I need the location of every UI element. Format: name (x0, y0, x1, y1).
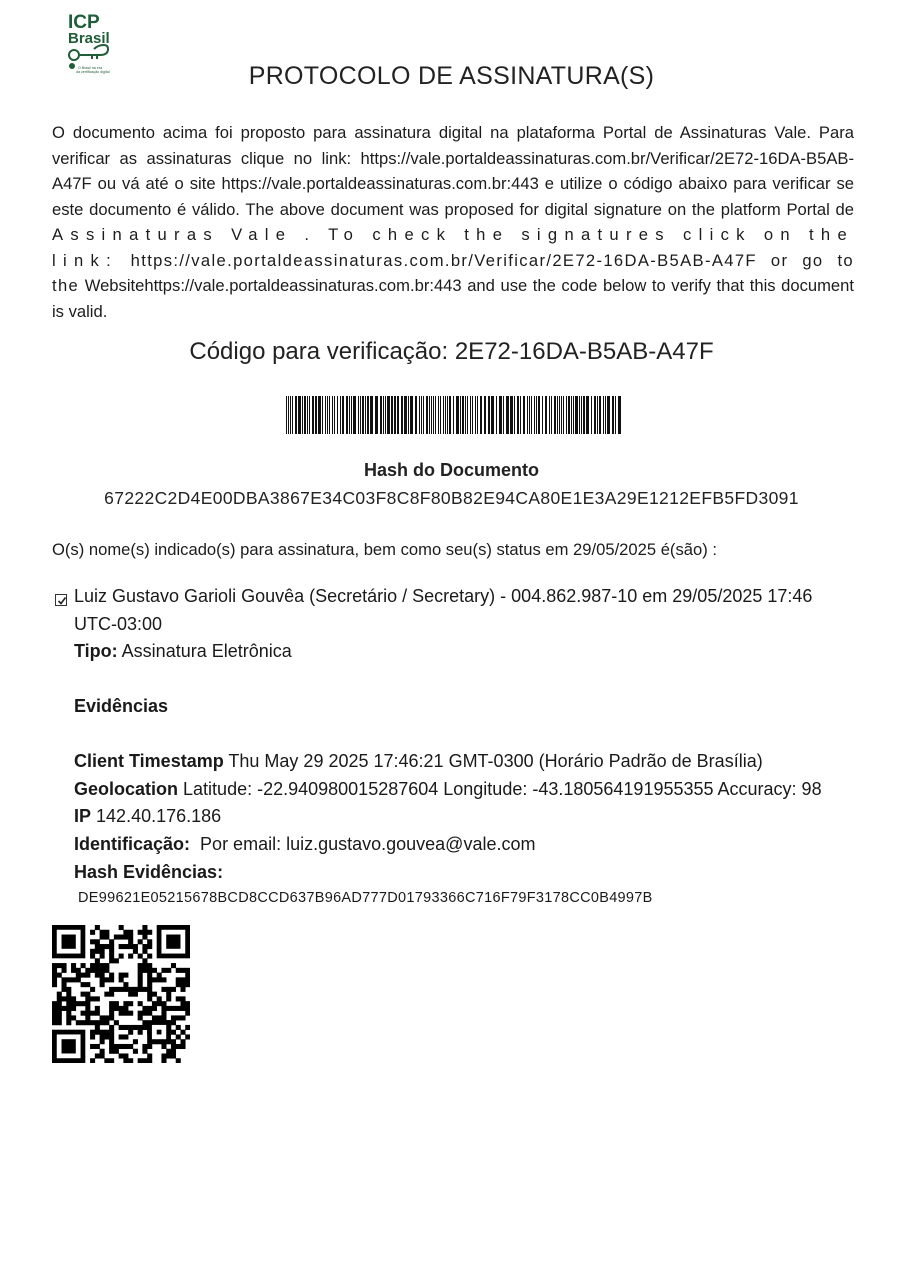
client-timestamp-label: Client Timestamp (74, 751, 224, 771)
signer-line-2: UTC-03:00 (74, 614, 163, 634)
hash-value: 67222C2D4E00DBA3867E34C03F8C8F80B82E94CA80E1E3A29E1212EFB5FD3091 (104, 488, 799, 508)
qr-code (52, 925, 190, 1063)
intro-text-2: Assinaturas Vale . To check the signatures click on the link: (52, 225, 854, 270)
logo-text-top: ICP (68, 12, 100, 33)
tipo-value: Assinatura Eletrônica (121, 641, 292, 661)
geolocation-value: Latitude: -22.940980015287604 Longitude: -43.180564191955355 Accuracy: 98 (183, 779, 822, 799)
hash-label: Hash do Documento (363, 460, 539, 480)
signers-intro: O(s) nome(s) indicado(s) para assinatura, bem como seu(s) status em 29/05/2025 é(são) : (52, 540, 717, 559)
client-timestamp-value: Thu May 29 2025 17:46:21 GMT-0300 (Horário Padrão de Brasília) (228, 751, 763, 771)
checkbox-checked-icon (55, 594, 67, 606)
geolocation-label: Geolocation (74, 779, 179, 799)
barcode (285, 396, 621, 434)
ip-value: 142.40.176.186 (96, 806, 222, 826)
identificacao-value: Por email: luiz.gustavo.gouvea@vale.com (200, 834, 536, 854)
intro-paragraph (52, 120, 854, 324)
svg-text:O Brasil na era: O Brasil na era (78, 66, 102, 70)
geolocation (74, 779, 854, 800)
intro-text-3: https://vale.portaldeassinaturas.com.br/Verificar/2E72-16DA-B5AB-A47F or go to the (52, 250, 854, 295)
hash-evidencias-value: DE99621E05215678BCD8CCD637B96AD777D01793366C716F79F3178CC0B4997B (78, 890, 653, 906)
verification-code: Código para verificação: 2E72-16DA-B5AB-A47F (189, 338, 714, 365)
signer-line-1: Luiz Gustavo Garioli Gouvêa (Secretário / Secretary) - 004.862.987-10 em 29/05/2025 17:46 (74, 586, 813, 606)
hash-evidencias-heading: Hash Evidências: (74, 862, 224, 882)
intro-text-4: Websitehttps://vale.portaldeassinaturas.com.br:443 and use the code below to verify that this document is valid. (52, 276, 854, 321)
logo-text-bottom: Brasil (68, 30, 110, 47)
identificacao-label: Identificação: (74, 834, 191, 854)
ip-address (74, 806, 854, 827)
page-title: PROTOCOLO DE ASSINATURA(S) (248, 62, 655, 90)
ip-label: IP (74, 806, 92, 826)
tipo-label: Tipo: (74, 641, 118, 661)
signer-tipo (74, 641, 854, 662)
svg-text:da certificação digital: da certificação digital (76, 70, 110, 74)
identificacao (74, 834, 854, 855)
client-timestamp (74, 751, 854, 772)
intro-text-1: O documento acima foi proposto para assinatura digital na plataforma Portal de Assinaturas Vale. Para verificar as assinaturas clique no link: https://vale.portaldeassinaturas.com.br/Verificar/2E72-16DA-B5AB-A47F ou vá até o site https://vale.portaldeassinaturas.com.br:443 e utilize o código abaixo para verificar se este documento é válido. The above document was proposed for digital signature on the platform Portal de (52, 123, 854, 219)
evidencias-heading: Evidências (74, 696, 169, 716)
